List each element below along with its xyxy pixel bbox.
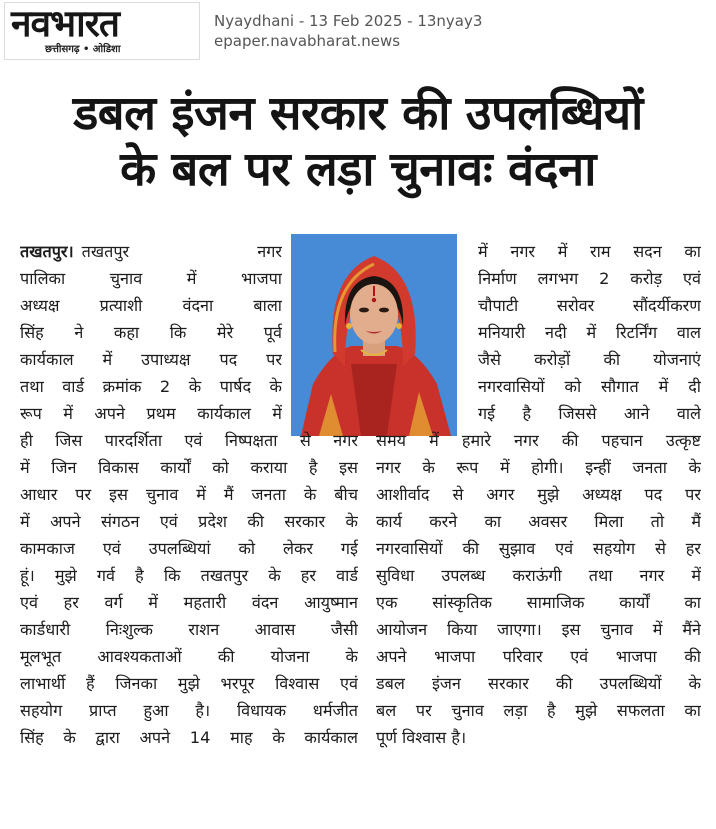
article-line: कार्यकाल में उपाध्यक्ष पद पर	[20, 350, 282, 369]
article-line: नगरवासियों की सुझाव एवं सहयोग से हर	[376, 539, 701, 558]
article-line: एवं हर वर्ग में महतारी वंदन आयुष्मान	[20, 593, 358, 612]
article-line: हूं। मुझे गर्व है कि तखतपुर के हर वार्ड	[20, 566, 358, 585]
article-line: निर्माण लगभग 2 करोड़ एवं	[478, 269, 701, 288]
headline-line-1: डबल इंजन सरकार की उपलब्धियों	[73, 86, 643, 141]
article-line: कार्डधारी निःशुल्क राशन आवास जैसी	[20, 620, 358, 639]
article-line: में अपने संगठन एवं प्रदेश की सरकार के	[20, 512, 358, 531]
headline-line-2: के बल पर लड़ा चुनावः वंदना	[120, 142, 596, 197]
article-line: मूलभूत आवश्यकताओं की योजना के	[20, 647, 358, 666]
article-line: रूप में अपने प्रथम कार्यकाल में	[20, 404, 282, 423]
article-line: ही जिस पारदर्शिता एवं निष्पक्षता से नगर	[20, 431, 358, 450]
candidate-portrait-illustration	[291, 234, 457, 436]
candidate-photo	[291, 234, 457, 436]
logo-subtitle: छत्तीसगढ़ • ओडिशा	[45, 44, 121, 55]
article-line: एक सांस्कृतिक सामाजिक कार्यों का	[376, 593, 701, 612]
article-line: आशीर्वाद से अगर मुझे अध्यक्ष पद पर	[376, 485, 701, 504]
article-line: नगरवासियों को सौगात में दी	[478, 377, 701, 396]
article-line: मनियारी नदी में रिटर्निंग वाल	[478, 323, 701, 342]
article-line: चौपाटी सरोवर सौंदर्यीकरण	[478, 296, 701, 315]
article-line: सहयोग प्राप्त हुआ है। विधायक धर्मजीत	[20, 701, 358, 720]
article-line: लाभार्थी हैं जिनका मुझे भरपूर विश्वास एवं	[20, 674, 358, 693]
article-line: तखतपुर। तखतपुर नगर	[20, 242, 282, 261]
article-line: गई है जिससे आने वाले	[478, 404, 701, 423]
article-line: नगर के रूप में होगी। इन्हीं जनता के	[376, 458, 701, 477]
masthead	[0, 0, 716, 62]
epaper-site: epaper.navabharat.news	[214, 32, 401, 50]
article-line: सिंह ने कहा कि मेरे पूर्व	[20, 323, 282, 342]
article-line: में जिन विकास कार्यों को कराया है इस	[20, 458, 358, 477]
article-line: डबल इंजन सरकार की उपलब्धियों के	[376, 674, 701, 693]
article-line: कार्य करने का अवसर मिला तो मैं	[376, 512, 701, 531]
edition-info	[214, 11, 482, 51]
headline	[0, 86, 716, 198]
article-line: आयोजन किया जाएगा। इस चुनाव में मैंने	[376, 620, 701, 639]
article-line: पालिका चुनाव में भाजपा	[20, 269, 282, 288]
edition-line: Nyaydhani - 13 Feb 2025 - 13nyay3	[214, 12, 483, 30]
article-line: तथा वार्ड क्रमांक 2 के पार्षद के	[20, 377, 282, 396]
article-line: अपने भाजपा परिवार एवं भाजपा की	[376, 647, 701, 666]
article-line: समय में हमारे नगर की पहचान उत्कृष्ट	[376, 431, 701, 450]
article-line: पूर्ण विश्वास है।	[376, 728, 467, 747]
article-line: अध्यक्ष प्रत्याशी वंदना बाला	[20, 296, 282, 315]
newspaper-logo	[4, 2, 200, 60]
article-line: आधार पर इस चुनाव में मैं जनता के बीच	[20, 485, 358, 504]
article-line: में नगर में राम सदन का	[478, 242, 701, 261]
article-line: जैसे करोड़ों की योजनाएं	[478, 350, 701, 369]
article-line: सुविधा उपलब्ध कराऊंगी तथा नगर में	[376, 566, 701, 585]
dateline: तखतपुर।	[20, 242, 74, 261]
article-line: कामकाज एवं उपलब्धियां को लेकर गई	[20, 539, 358, 558]
article-line: बल पर चुनाव लड़ा है मुझे सफलता का	[376, 701, 701, 720]
article-line: सिंह के द्वारा अपने 14 माह के कार्यकाल	[20, 728, 358, 747]
logo-text: नवभारत	[11, 2, 119, 45]
